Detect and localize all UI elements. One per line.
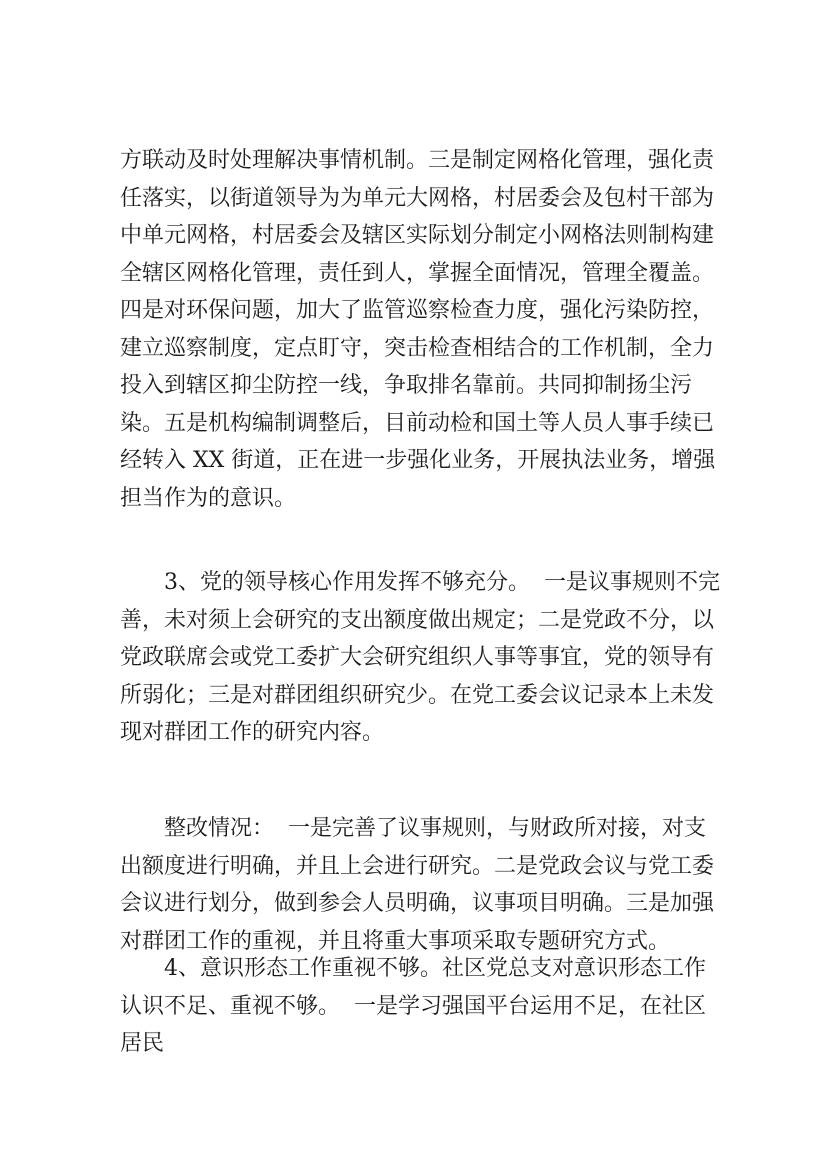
- paragraph-ideology-work: [120, 950, 720, 1063]
- paragraph-text: 方联动及时处理解决事情机制。三是制定网格化管理，强化责任落实，以街道领导为为单元大网格，村居委会及包村干部为中单元网格，村居委会及辖区实际划分制定小网格法则制构建全辖区网格化管理，责任到人，掌握全面情况，管理全覆盖。四是对环保问题，加大了监管巡察检查力度，强化污染防控，建立巡察制度，定点盯守，突击检查相结合的工作机制，全力投入到辖区抑尘防控一线，争取排名靠前。共同抑制扬尘污染。五是机构编制调整后，目前动检和国土等人员人事手续已经转入 XX 街道，正在进一步强化业务，开展执法业务，增强担当作为的意识。: [120, 148, 716, 511]
- paragraph-text: 整改情况： 一是完善了议事规则，与财政所对接，对支出额度进行明确，并且上会进行研究。二是党政会议与党工委会议进行划分，做到参会人员明确，议事项目明确。三是加强对群团工作的重视，并且将重大事项采取专题研究方式。: [120, 816, 715, 954]
- paragraph-text: 3、党的领导核心作用发挥不够充分。 一是议事规则不完善，未对须上会研究的支出额度做出规定；二是党政不分，以党政联席会或党工委扩大会研究组织人事等事宜，党的领导有所弱化；三是对群团组织研究少。在党工委会议记录本上未发现对群团工作的研究内容。: [120, 570, 720, 745]
- paragraph-grid-management: [120, 142, 720, 517]
- paragraph-rectification: [120, 810, 720, 960]
- paragraph-party-leadership: [120, 564, 720, 752]
- paragraph-text: 4、意识形态工作重视不够。社区党总支对意识形态工作认识不足、重视不够。 一是学习强国平台运用不足，在社区居民: [120, 956, 706, 1056]
